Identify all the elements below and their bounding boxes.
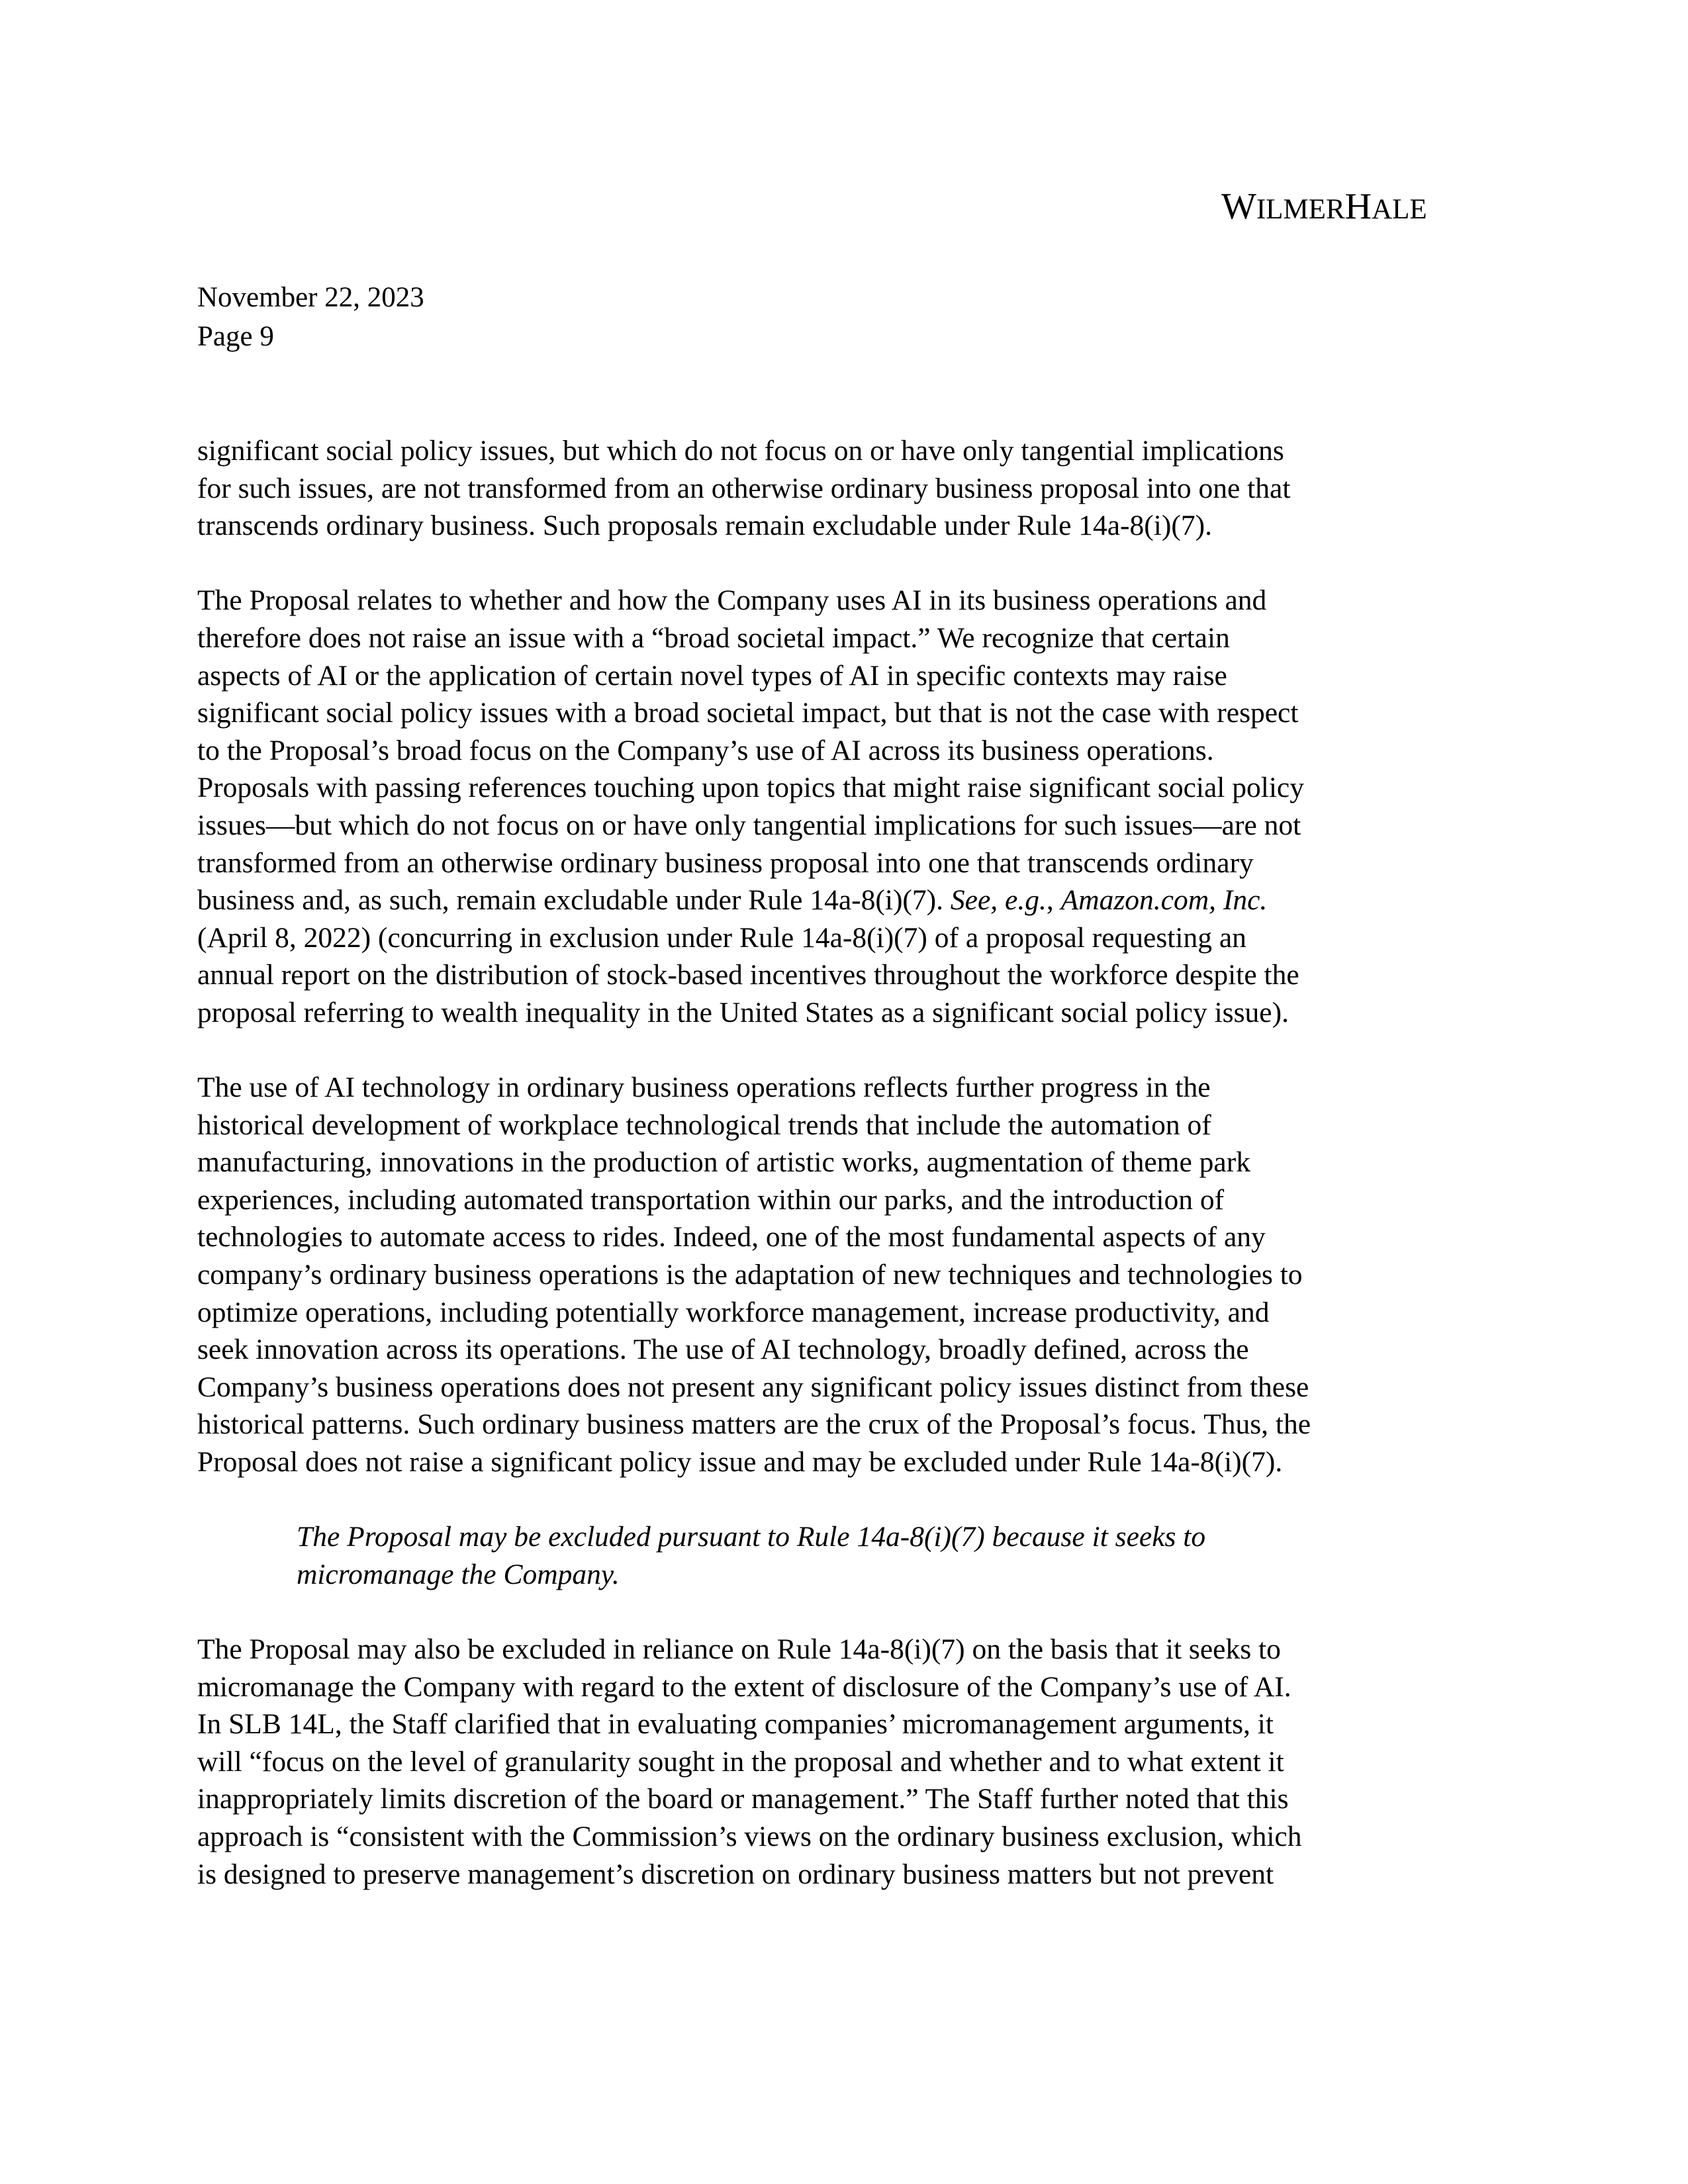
text-line: issues—but which do not focus on or have only tangential implications for such issues—are not bbox=[197, 809, 1301, 841]
text-line: Proposal does not raise a significant policy issue and may be excluded under Rule 14a-8(i)(7). bbox=[197, 1446, 1283, 1479]
letter-date: November 22, 2023 bbox=[197, 282, 424, 313]
text-line-with-citation bbox=[197, 882, 1495, 919]
text-line: inappropriately limits discretion of the board or management.” The Staff further noted that this bbox=[197, 1783, 1289, 1815]
wilmerhale-logo bbox=[1221, 188, 1427, 225]
paragraph-1 bbox=[197, 432, 1495, 545]
text-line: is designed to preserve management’s discretion on ordinary business matters but not prevent bbox=[197, 1858, 1274, 1890]
text-line: therefore does not raise an issue with a “broad societal impact.” We recognize that certain bbox=[197, 621, 1230, 654]
paragraph-3 bbox=[197, 1069, 1495, 1481]
text-line: optimize operations, including potentially workforce management, increase productivity, and bbox=[197, 1296, 1270, 1328]
paragraph-2 bbox=[197, 582, 1495, 1031]
text-line: transcends ordinary business. Such proposals remain excludable under Rule 14a-8(i)(7). bbox=[197, 510, 1212, 542]
text-line: Proposals with passing references touching upon topics that might raise significant social policy bbox=[197, 772, 1304, 804]
text-line: proposal referring to wealth inequality in the United States as a significant social policy issue). bbox=[197, 996, 1289, 1028]
text-line: transformed from an otherwise ordinary business proposal into one that transcends ordinary bbox=[197, 846, 1254, 879]
text-line: historical development of workplace technological trends that include the automation of bbox=[197, 1109, 1211, 1141]
text-line: to the Proposal’s broad focus on the Company’s use of AI across its business operations. bbox=[197, 734, 1214, 766]
text-line: for such issues, are not transformed from an otherwise ordinary business proposal into one that bbox=[197, 472, 1291, 504]
text-line: historical patterns. Such ordinary business matters are the crux of the Proposal’s focus. Thus, the bbox=[197, 1408, 1311, 1441]
text-line: will “focus on the level of granularity sought in the proposal and whether and to what extent it bbox=[197, 1745, 1284, 1778]
text-segment: , bbox=[1046, 884, 1061, 917]
text-line: aspects of AI or the application of certain novel types of AI in specific contexts may raise bbox=[197, 659, 1227, 692]
text-line: significant social policy issues, but which do not focus on or have only tangential implications bbox=[197, 435, 1284, 467]
text-line: The Proposal may also be excluded in reliance on Rule 14a-8(i)(7) on the basis that it seeks to bbox=[197, 1633, 1281, 1665]
text-line: approach is “consistent with the Commission’s views on the ordinary business exclusion, which bbox=[197, 1820, 1302, 1852]
logo-ale: ALE bbox=[1372, 194, 1427, 225]
citation-signal: See, e.g. bbox=[950, 884, 1047, 917]
text-line: experiences, including automated transportation within our parks, and the introduction of bbox=[197, 1183, 1225, 1216]
text-line: The Proposal relates to whether and how the Company uses AI in its business operations and bbox=[197, 584, 1267, 617]
text-line: Company’s business operations does not present any significant policy issues distinct from these bbox=[197, 1371, 1309, 1403]
subheading-line: micromanage the Company. bbox=[297, 1558, 620, 1590]
text-line: In SLB 14L, the Staff clarified that in evaluating companies’ micromanagement arguments, it bbox=[197, 1708, 1274, 1741]
page-number: Page 9 bbox=[197, 321, 274, 352]
text-line: significant social policy issues with a broad societal impact, but that is not the case with respect bbox=[197, 697, 1299, 729]
text-line: (April 8, 2022) (concurring in exclusion under Rule 14a-8(i)(7) of a proposal requesting an bbox=[197, 921, 1246, 954]
text-segment: business and, as such, remain excludable under Rule 14a-8(i)(7). bbox=[197, 884, 951, 917]
logo-h: H bbox=[1344, 186, 1372, 227]
text-line: seek innovation across its operations. The use of AI technology, broadly defined, across the bbox=[197, 1334, 1249, 1366]
section-subheading bbox=[197, 1518, 1495, 1593]
text-line: annual report on the distribution of stock-based incentives throughout the workforce despite the bbox=[197, 959, 1299, 991]
text-line: technologies to automate access to rides. Indeed, one of the most fundamental aspects of any bbox=[197, 1221, 1266, 1253]
logo-ilmer: ILMER bbox=[1256, 194, 1345, 225]
text-line: manufacturing, innovations in the production of artistic works, augmentation of theme park bbox=[197, 1146, 1250, 1179]
letter-header bbox=[197, 278, 424, 356]
subheading-line: The Proposal may be excluded pursuant to Rule 14a-8(i)(7) because it seeks to bbox=[297, 1521, 1206, 1553]
logo-w: W bbox=[1221, 186, 1256, 227]
text-line: The use of AI technology in ordinary business operations reflects further progress in the bbox=[197, 1071, 1211, 1104]
paragraph-4 bbox=[197, 1631, 1495, 1893]
case-name: Amazon.com, Inc. bbox=[1060, 884, 1268, 917]
letter-body bbox=[197, 432, 1495, 1931]
text-line: company’s ordinary business operations is the adaptation of new techniques and technologies to bbox=[197, 1259, 1303, 1291]
text-line: micromanage the Company with regard to the extent of disclosure of the Company’s use of AI. bbox=[197, 1670, 1291, 1703]
